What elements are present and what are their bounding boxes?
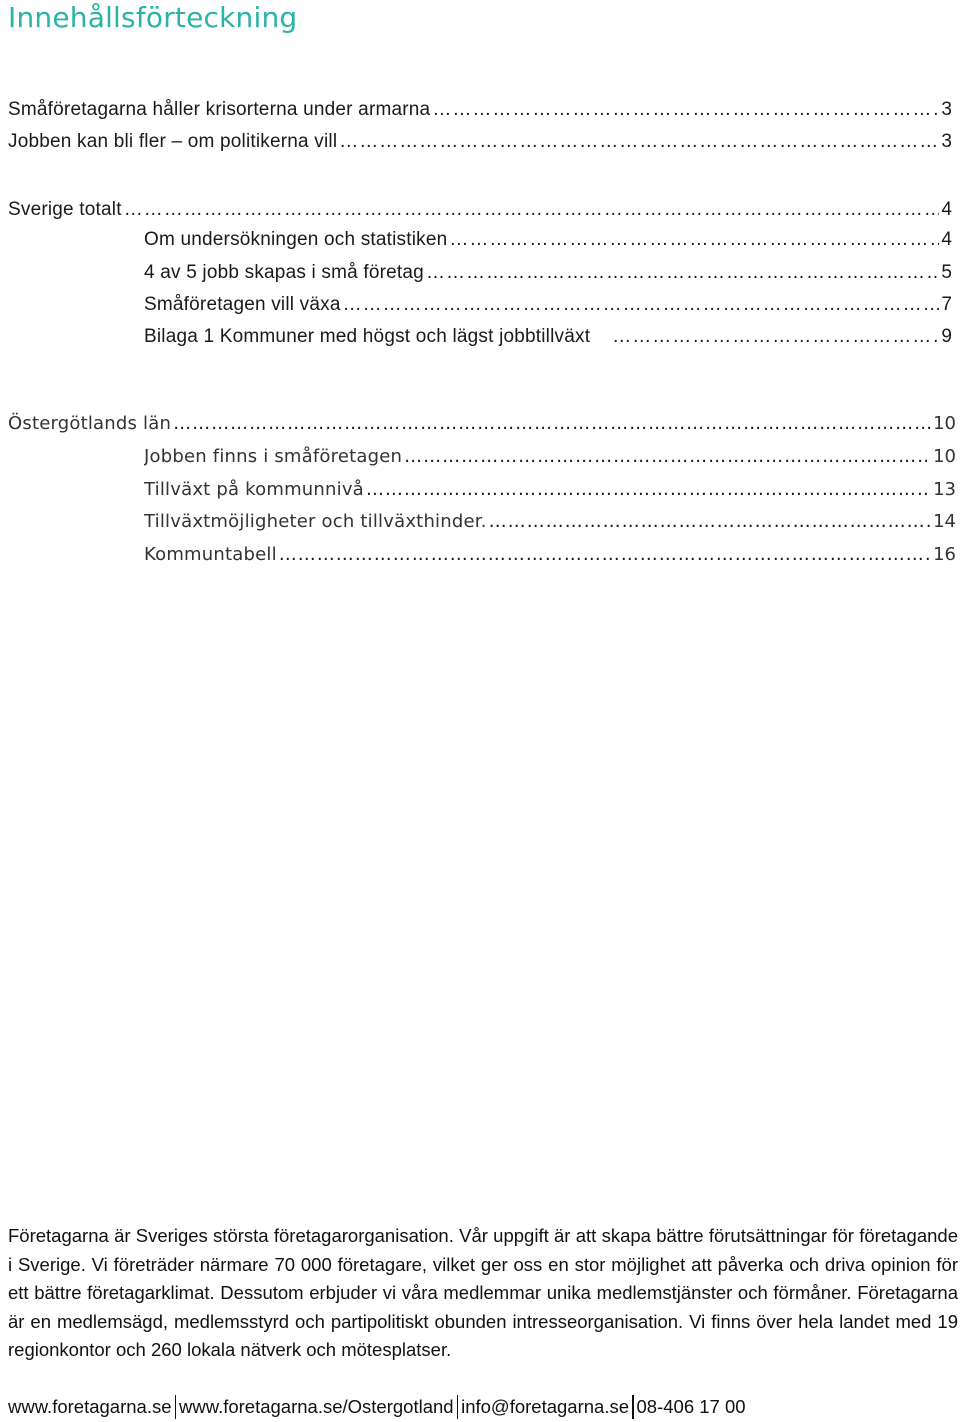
regional-website-link[interactable]: www.foretagarna.se/Ostergotland	[179, 1396, 454, 1417]
page-title: Innehållsförteckning	[8, 1, 298, 34]
toc-entry-label: Jobben finns i småföretagen	[144, 446, 403, 467]
divider	[457, 1395, 459, 1419]
toc-leader-dots	[449, 226, 939, 254]
toc-entry[interactable]	[8, 128, 952, 156]
organization-description: Företagarna är Sveriges största företagarorganisation. Vår uppgift är att skapa bättre förutsättningar för företagande i Sverige. Vi företräder närmare 70 000 företagare, vilket ger oss en stor möjlighet att påverka och driva opinion för ett bättre företagarklimat. Dessutom erbjuder vi våra medlemmar unika medlemstjänster och förmåner. Företagarna är en medlemsägd, medlemsstyrd och partipolitiskt obunden intresseorganisation. Vi finns över hela landet med 19 regionkontor och 260 lokala nätverk och mötesplatser.	[8, 1225, 958, 1360]
toc-entry[interactable]	[8, 410, 956, 438]
toc-entry-label: Bilaga 1 Kommuner med högst och lägst jobbtillväxt	[144, 326, 591, 347]
toc-entry[interactable]	[144, 476, 956, 504]
toc-leader-dots	[173, 410, 931, 438]
toc-entry-label: 4 av 5 jobb skapas i små företag	[144, 262, 424, 283]
toc-entry[interactable]	[144, 443, 956, 471]
toc-leader-dots	[426, 259, 939, 287]
toc-entry-label: Kommuntabell	[144, 544, 277, 565]
toc-entry[interactable]	[144, 291, 952, 319]
divider	[175, 1395, 177, 1419]
divider	[632, 1395, 634, 1419]
toc-entry-label: Östergötlands län	[8, 413, 172, 434]
toc-entry-label: Sverige totalt	[8, 199, 122, 220]
toc-entry-page: 4	[941, 229, 952, 250]
toc-leader-dots	[432, 96, 939, 124]
toc-entry[interactable]	[144, 259, 952, 287]
toc-entry[interactable]	[144, 323, 952, 351]
toc-entry-label: Småföretagarna håller krisorterna under armarna	[8, 99, 431, 120]
toc-entry[interactable]	[144, 541, 956, 569]
toc-entry-page: 4	[941, 199, 952, 220]
toc-leader-dots	[489, 508, 931, 536]
toc-leader-dots	[124, 196, 940, 224]
toc-entry-page: 9	[941, 326, 952, 347]
toc-leader-dots	[404, 443, 931, 471]
toc-entry-page: 13	[933, 479, 956, 500]
email-link[interactable]: info@foretagarna.se	[461, 1396, 630, 1417]
toc-leader-dots	[343, 291, 940, 319]
toc-entry-label: Småföretagen vill växa	[144, 294, 341, 315]
toc-entry-label: Tillväxt på kommunnivå	[144, 479, 364, 500]
toc-leader-dots	[279, 541, 931, 569]
toc-entry-page: 3	[941, 131, 952, 152]
toc-entry-label: Tillväxtmöjligheter och tillväxthinder.	[144, 511, 487, 532]
toc-entry[interactable]	[8, 196, 952, 224]
toc-entry-page: 16	[933, 544, 956, 565]
toc-entry-page: 5	[941, 262, 952, 283]
website-link[interactable]: www.foretagarna.se	[8, 1396, 172, 1417]
toc-leader-dots	[366, 476, 931, 504]
toc-entry-page: 10	[933, 413, 956, 434]
toc-leader-dots	[612, 323, 939, 351]
toc-leader-dots	[339, 128, 939, 156]
toc-entry-label: Om undersökningen och statistiken	[144, 229, 448, 250]
toc-entry-page: 3	[941, 99, 952, 120]
phone-number: 08-406 17 00	[636, 1396, 746, 1417]
contact-bar	[8, 1393, 746, 1421]
toc-entry[interactable]	[144, 508, 956, 536]
toc-entry-label: Jobben kan bli fler – om politikerna vill	[8, 131, 338, 152]
toc-entry[interactable]	[8, 96, 952, 124]
toc-entry-page: 7	[941, 294, 952, 315]
toc-entry[interactable]	[144, 226, 952, 254]
toc-entry-page: 10	[933, 446, 956, 467]
toc-entry-page: 14	[933, 511, 956, 532]
